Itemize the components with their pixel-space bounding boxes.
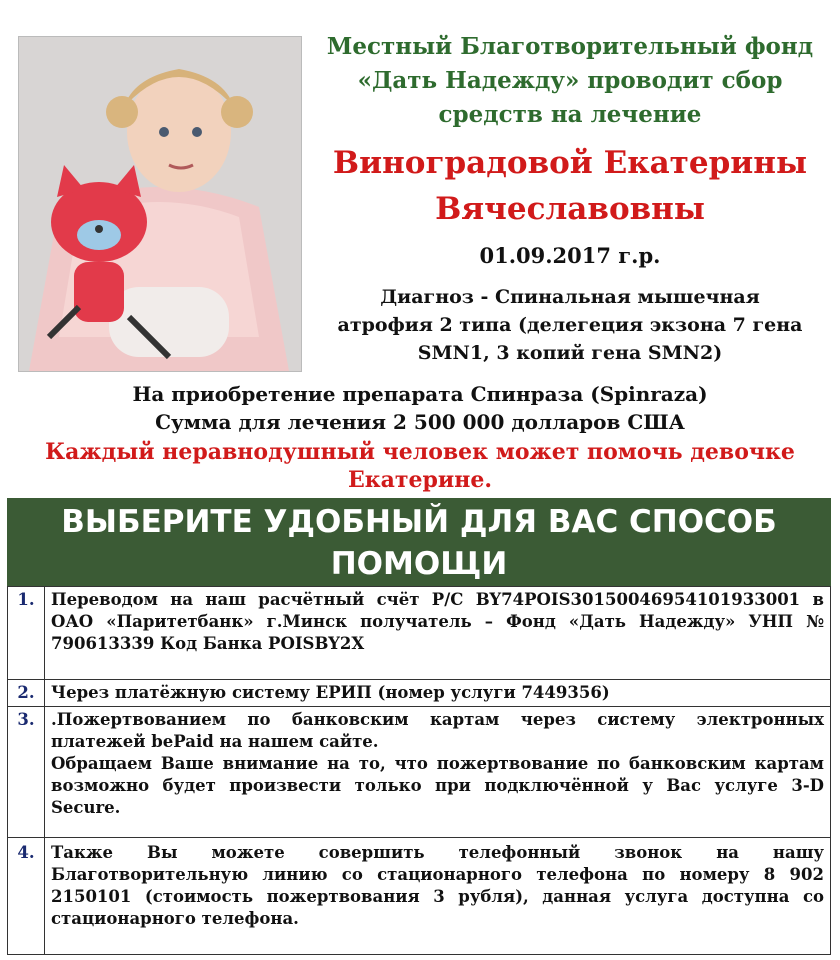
- help-methods-banner: [7, 498, 831, 586]
- method-number: 2.: [8, 680, 45, 707]
- foundation-line: «Дать Надежду» проводит сбор: [357, 67, 783, 94]
- help-methods-table: [7, 586, 831, 955]
- diagnosis: [300, 283, 840, 367]
- diagnosis-line: атрофия 2 типа (делегеция экзона 7 гена: [337, 314, 803, 336]
- appeal-line: Каждый неравнодушный человек может помочь девочке: [45, 439, 795, 465]
- method-phone-call: Также Вы можете совершить телефонный звонок на нашу Благотворительную линию со стационарного телефона по номеру 8 902 2150101 (стоимость пожертвования 3 рубля), данная услуга доступна со стационарного телефона.: [45, 838, 831, 955]
- foundation-line: средств на лечение: [438, 101, 702, 128]
- child-with-toy-image: [19, 37, 301, 371]
- table-row: [8, 680, 831, 707]
- table-row: [8, 838, 831, 955]
- birth-date: 01.09.2017 г.р.: [479, 243, 661, 268]
- child-name-line: Вячеславовны: [435, 191, 705, 227]
- treatment-purpose: [0, 380, 840, 436]
- purpose-line: Сумма для лечения 2 500 000 долларов США: [155, 410, 685, 434]
- method-number: 3.: [8, 707, 45, 838]
- appeal-line: Екатерине.: [348, 467, 492, 493]
- diagnosis-line: SMN1, 3 копий гена SMN2): [417, 342, 723, 364]
- foundation-heading: [300, 30, 840, 132]
- child-name: [300, 140, 840, 232]
- child-photo: [18, 36, 302, 372]
- table-row: [8, 707, 831, 838]
- card-payment-note: Обращаем Ваше внимание на то, что пожертвование по банковским картам возможно будет произвести только при подключённой у Вас услуге 3-D Secure.: [51, 754, 824, 817]
- banner-line: ВЫБЕРИТЕ УДОБНЫЙ ДЛЯ ВАС СПОСОБ: [61, 504, 777, 540]
- foundation-line: Местный Благотворительный фонд: [326, 33, 814, 60]
- purpose-line: На приобретение препарата Спинраза (Spinraza): [132, 382, 708, 406]
- method-number: 1.: [8, 587, 45, 680]
- method-card-payment: [45, 707, 831, 838]
- appeal-text: [0, 438, 840, 494]
- method-bank-transfer: Переводом на наш расчётный счёт Р/С BY74POIS30150046954101933001 в ОАО «Паритетбанк» г.Минск получатель – Фонд «Дать Надежду» УНП № 790613339 Код Банка POISBY2X: [45, 587, 831, 680]
- method-erip: Через платёжную систему ЕРИП (номер услуги 7449356): [45, 680, 831, 707]
- table-row: [8, 587, 831, 680]
- method-number: 4.: [8, 838, 45, 955]
- child-name-line: Виноградовой Екатерины: [332, 145, 808, 181]
- card-payment-text: .Пожертвованием по банковским картам через систему электронных платежей bePaid на нашем сайте.: [51, 710, 824, 751]
- diagnosis-line: Диагноз - Спинальная мышечная: [380, 286, 760, 308]
- banner-line: ПОМОЩИ: [330, 546, 508, 582]
